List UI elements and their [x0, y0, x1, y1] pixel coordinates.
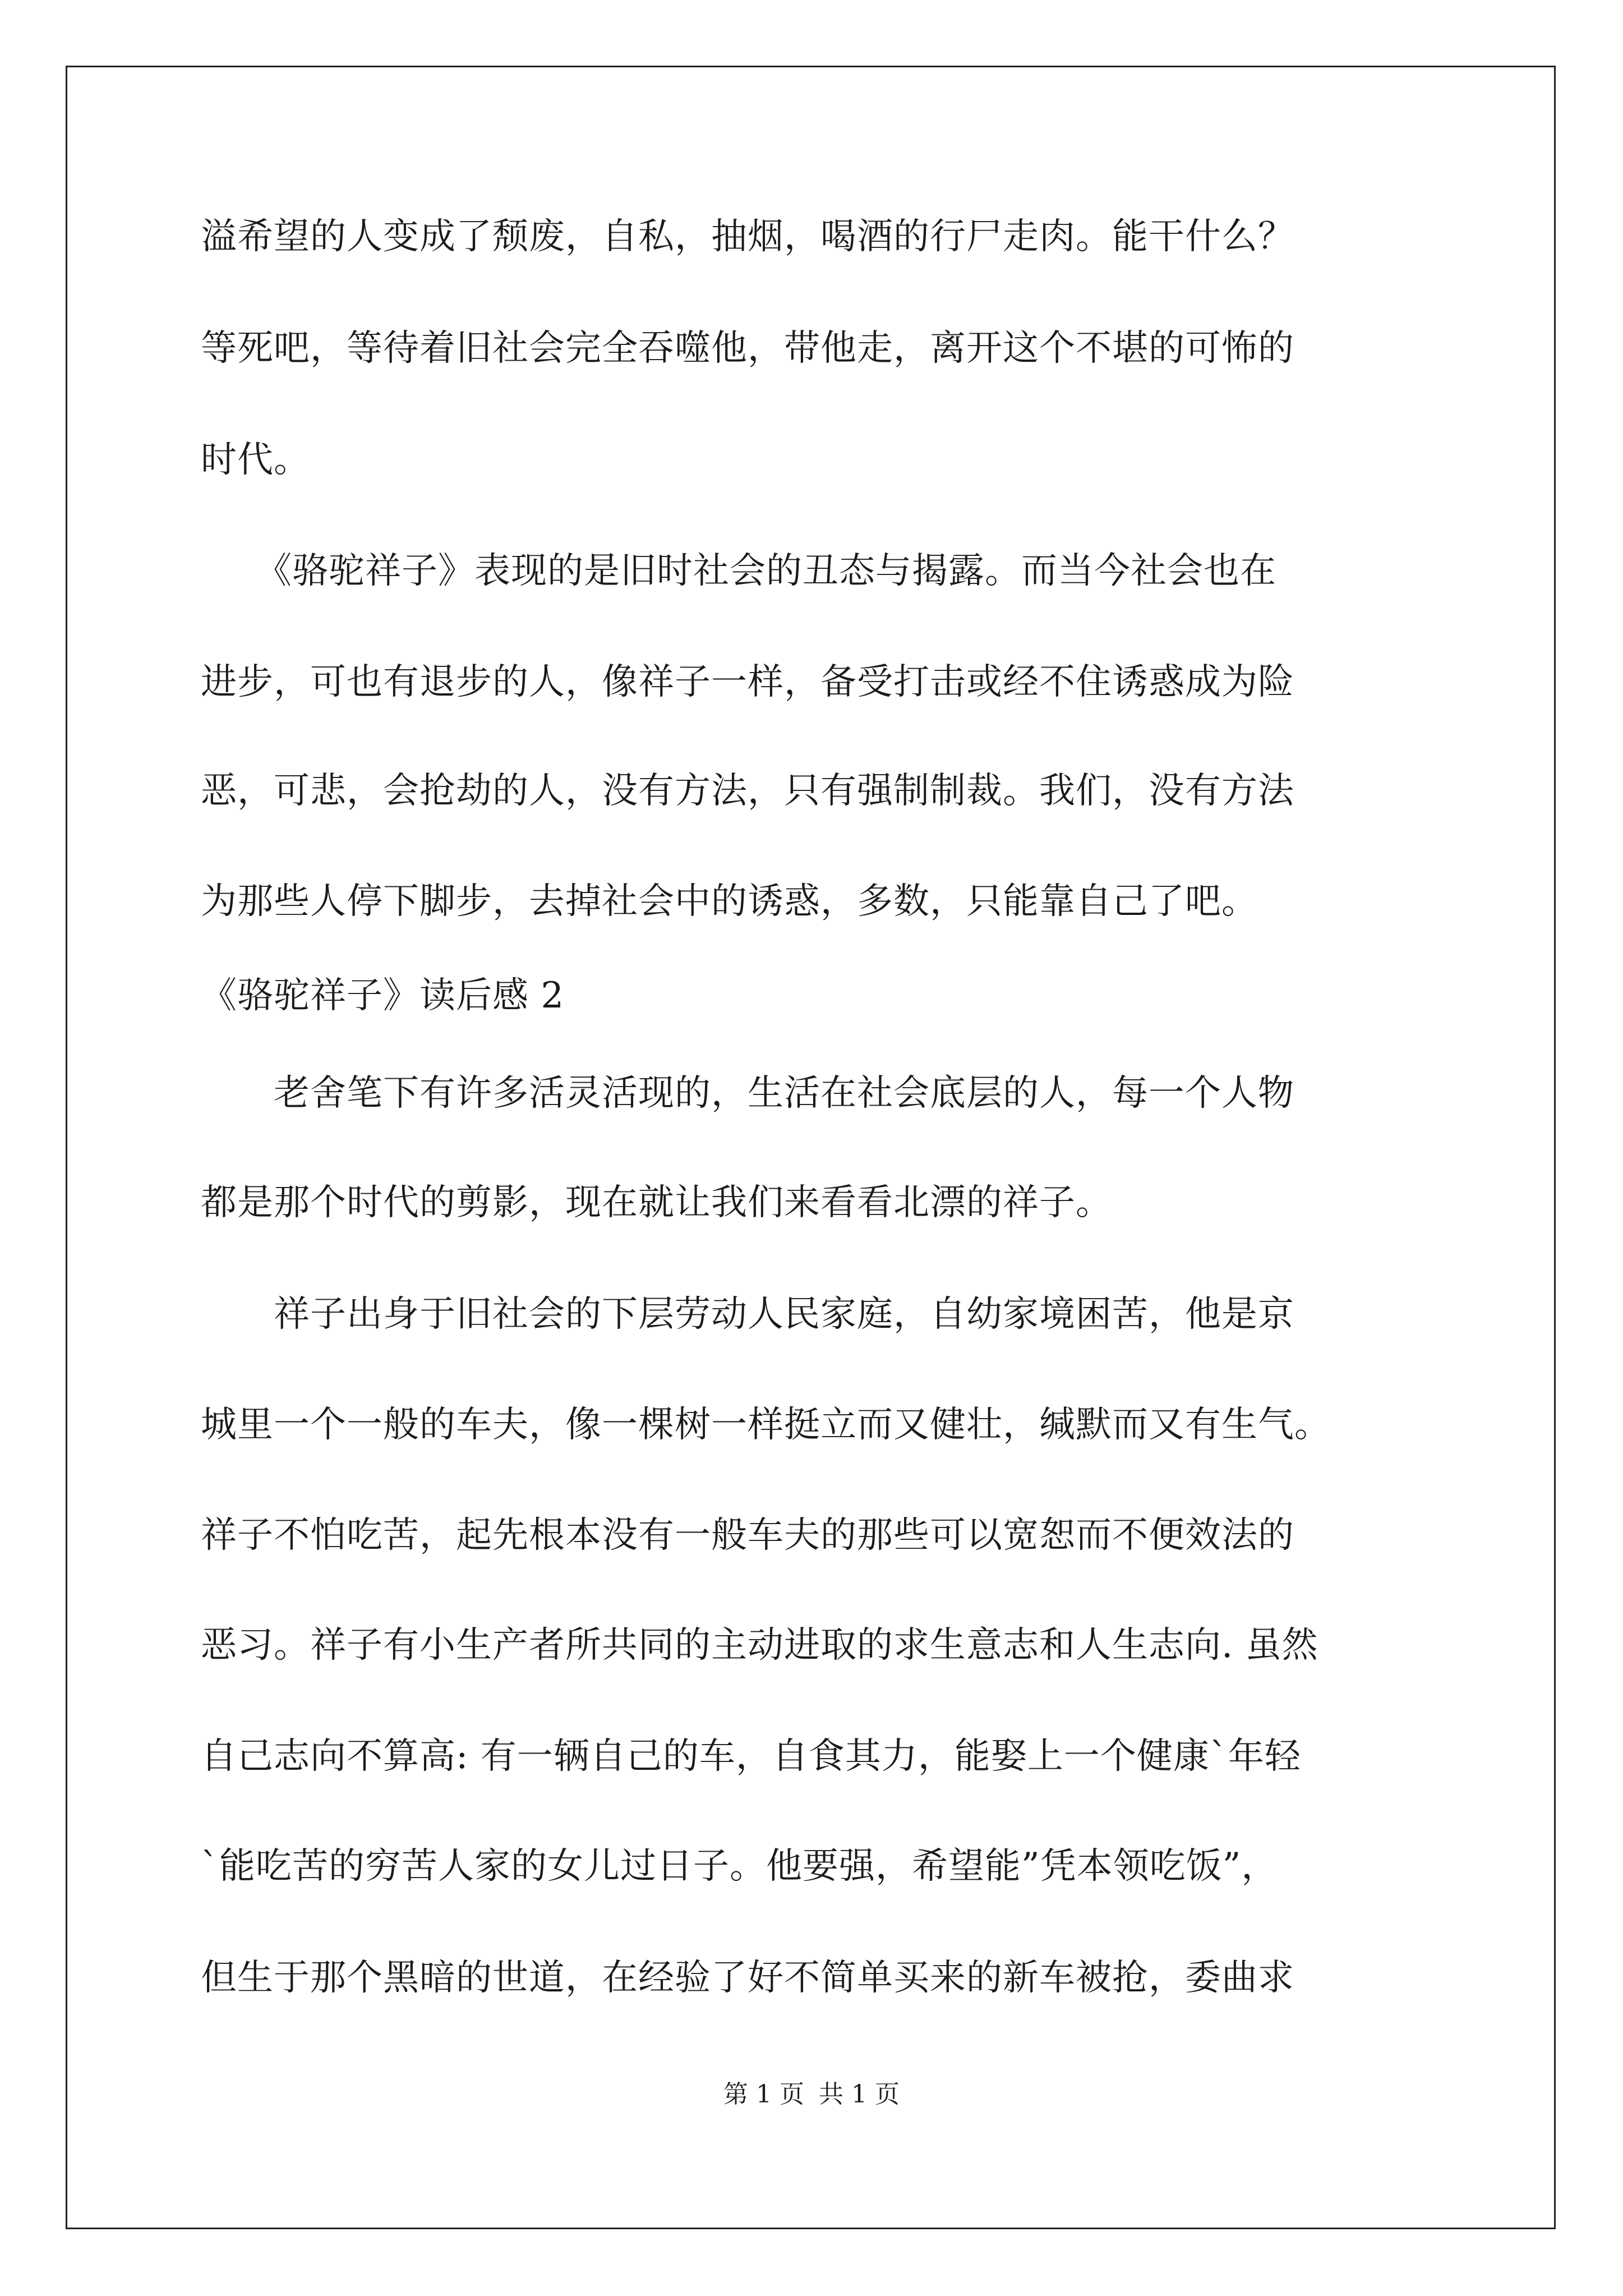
- page-number: 第 1 页: [723, 2080, 804, 2109]
- text-line: 祥子出身于旧社会的下层劳动人民家庭，自幼家境困苦，他是京: [201, 1294, 1294, 1335]
- text-line: 祥子不怕吃苦，起先根本没有一般车夫的那些可以宽恕而不便效法的: [201, 1515, 1294, 1556]
- text-line: 城里一个一般的车夫，像一棵树一样挺立而又健壮，缄默而又有生气。: [201, 1404, 1331, 1446]
- text-line: 溢希望的人变成了颓废，自私，抽烟，喝酒的行尸走肉。能干什么？: [201, 216, 1294, 257]
- text-line: 为那些人停下脚步，去掉社会中的诱惑，多数，只能靠自己了吧。: [201, 881, 1258, 922]
- text-line: 恶习。祥子有小生产者所共同的主动进取的求生意志和人生志向. 虽然: [201, 1625, 1318, 1666]
- text-line: 都是那个时代的剪影，现在就让我们来看看北漂的祥子。: [201, 1182, 1112, 1223]
- text-line: `能吃苦的穷苦人家的女儿过日子。他要强，希望能”凭本领吃饭”，: [201, 1846, 1278, 1887]
- text-line: 老舍笔下有许多活灵活现的，生活在社会底层的人，每一个人物: [201, 1073, 1294, 1114]
- text-line: 时代。: [201, 439, 310, 481]
- text-line: 自己志向不算高: 有一辆自己的车，自食其力，能娶上一个健康`年轻: [201, 1736, 1301, 1777]
- text-line: 《骆驼祥子》表现的是旧时社会的丑态与揭露。而当今社会也在: [201, 550, 1276, 592]
- section-heading: 《骆驼祥子》读后感 2: [201, 975, 565, 1016]
- page-border: [66, 66, 1556, 2229]
- text-line: 进步，可也有退步的人，像祥子一样，备受打击或经不住诱惑成为险: [201, 661, 1294, 703]
- page-total: 共 1 页: [819, 2080, 900, 2109]
- text-line: 等死吧，等待着旧社会完全吞噬他，带他走，离开这个不堪的可怖的: [201, 328, 1294, 369]
- text-line: 但生于那个黑暗的世道，在经验了好不简单买来的新车被抢，委曲求: [201, 1957, 1294, 1999]
- page-footer: [0, 2079, 1623, 2110]
- text-line: 恶，可悲，会抢劫的人，没有方法，只有强制制裁。我们，没有方法: [201, 770, 1294, 812]
